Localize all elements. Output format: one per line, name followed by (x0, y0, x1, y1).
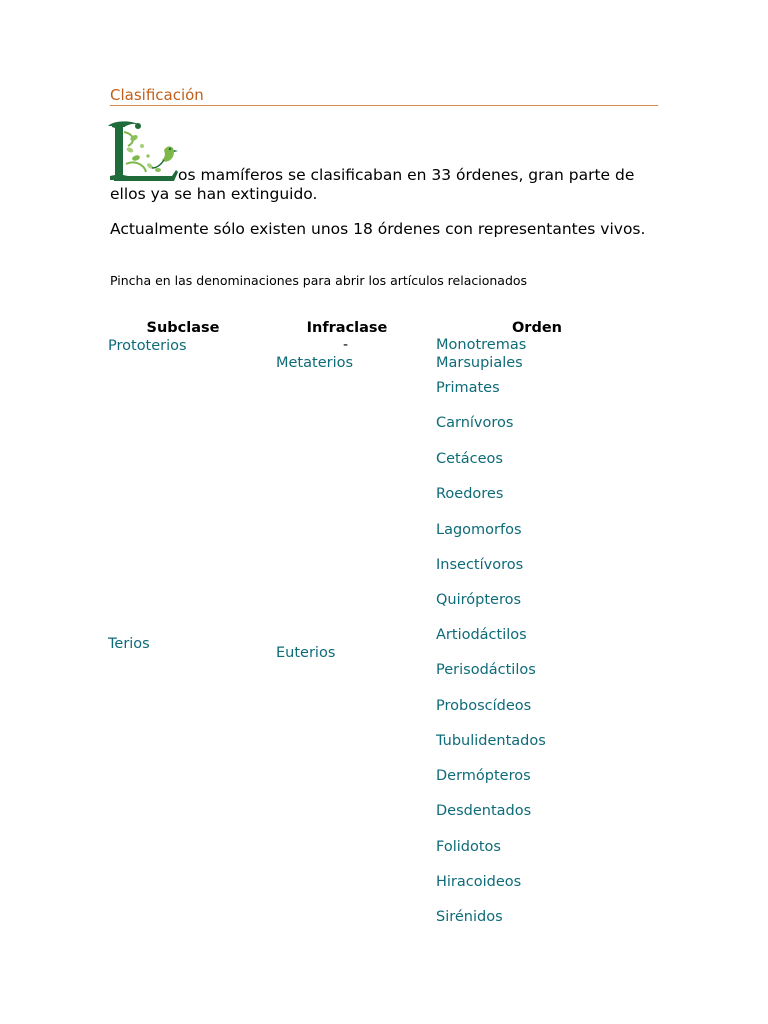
link-orden-roedores[interactable]: Roedores (436, 486, 504, 502)
hint-text: Pincha en las denominaciones para abrir los artículos relacionados (110, 273, 528, 288)
link-orden-sirenidos[interactable]: Sirénidos (436, 909, 503, 925)
link-orden-proboscideos[interactable]: Proboscídeos (436, 698, 532, 714)
link-orden-monotremas[interactable]: Monotremas (436, 337, 527, 353)
link-orden-dermopteros[interactable]: Dermópteros (436, 768, 531, 784)
intro-paragraph-first: os mamíferos se clasificaban en 33 órdenes, gran parte de ellos ya se han extinguido. (110, 166, 635, 203)
infraclase-empty-dash: - (343, 337, 349, 353)
intro-paragraph-second: Actualmente sólo existen unos 18 órdenes con representantes vivos. (110, 220, 646, 238)
link-orden-artiodactilos[interactable]: Artiodáctilos (436, 627, 527, 643)
section-title: Clasificación (110, 85, 658, 106)
link-orden-tubulidentados[interactable]: Tubulidentados (436, 733, 546, 749)
link-orden-folidotos[interactable]: Folidotos (436, 839, 501, 855)
link-orden-quiropteros[interactable]: Quirópteros (436, 592, 522, 608)
link-orden-perisodactilos[interactable]: Perisodáctilos (436, 662, 536, 678)
link-orden-carnivoros[interactable]: Carnívoros (436, 415, 514, 431)
link-orden-cetaceos[interactable]: Cetáceos (436, 451, 503, 467)
link-terios[interactable]: Terios (108, 636, 150, 652)
link-prototerios[interactable]: Prototerios (108, 338, 187, 354)
header-infraclase: Infraclase (306, 320, 388, 336)
link-orden-marsupiales[interactable]: Marsupiales (436, 355, 523, 371)
header-subclase: Subclase (146, 320, 220, 336)
link-metaterios[interactable]: Metaterios (276, 355, 354, 371)
link-orden-hiracoideos[interactable]: Hiracoideos (436, 874, 522, 890)
link-orden-lagomorfos[interactable]: Lagomorfos (436, 522, 522, 538)
link-euterios[interactable]: Euterios (276, 645, 336, 661)
header-orden: Orden (511, 320, 562, 336)
link-orden-primates[interactable]: Primates (436, 380, 500, 396)
link-orden-insectivoros[interactable]: Insectívoros (436, 557, 524, 573)
link-orden-desdentados[interactable]: Desdentados (436, 803, 532, 819)
